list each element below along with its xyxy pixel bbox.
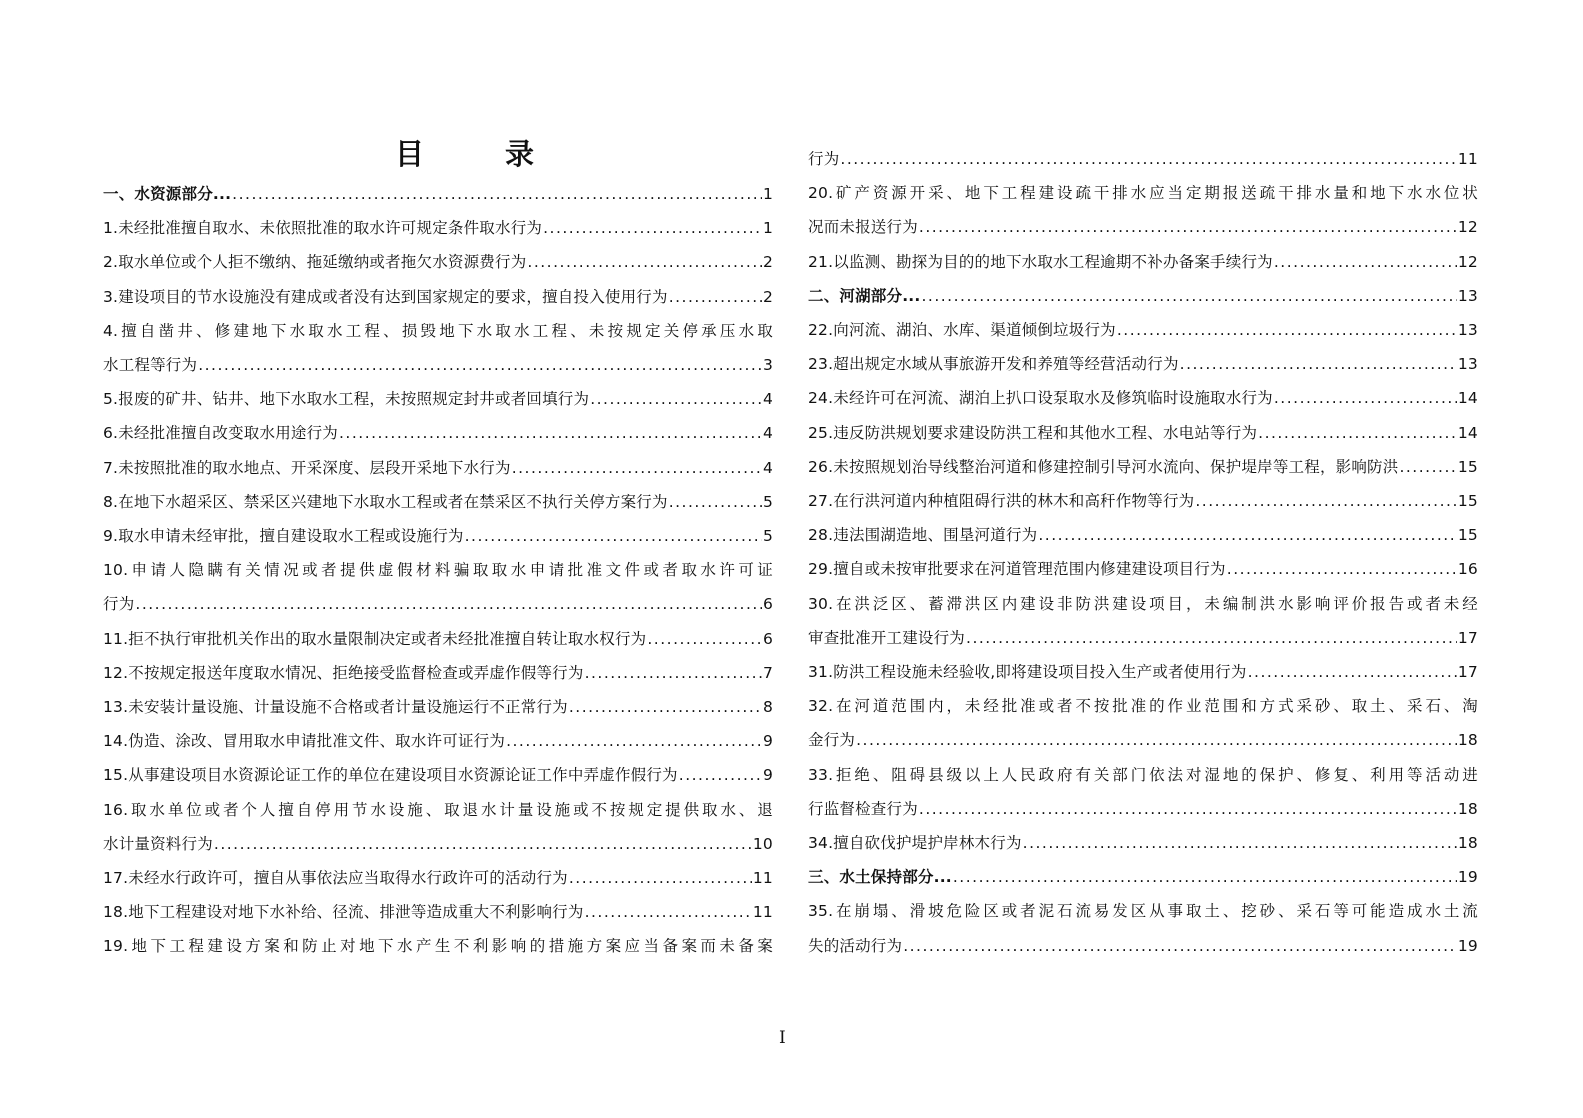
dot-leader (679, 758, 762, 792)
dot-leader (669, 485, 762, 519)
toc-entry (808, 142, 1478, 176)
dot-leader (1274, 381, 1457, 415)
toc-entry (103, 245, 773, 279)
toc-entry-text: 34.擅自砍伐护堤护岸林木行为 (808, 834, 1022, 852)
toc-entry (103, 929, 773, 963)
toc-entry-text: 15.从事建设项目水资源论证工作的单位在建设项目水资源论证工作中弄虚作假行为 (103, 766, 678, 785)
dot-leader (1180, 347, 1457, 381)
dot-leader (527, 245, 762, 279)
toc-entry (103, 485, 773, 519)
toc-entry (808, 484, 1478, 518)
toc-page-number: 13 (1457, 321, 1478, 339)
toc-entry (103, 451, 773, 485)
toc-section-heading (808, 860, 1478, 894)
toc-page-number: 18 (1457, 799, 1478, 818)
toc-entry-text: 14.伪造、涂改、冒用取水申请批准文件、取水许可证行为 (103, 732, 506, 751)
toc-entry (103, 314, 773, 382)
toc-entry-text: 26.未按照规划治导线整治河道和修建控制引导河水流向、保护堤岸等工程，影响防洪 (808, 457, 1399, 476)
toc-entry (103, 553, 773, 621)
toc-entry-text: 7.未按照批准的取水地点、开采深度、层段开采地下水行为 (103, 458, 511, 477)
toc-page-number: 2 (762, 287, 773, 306)
toc-entry-text: 三、水土保持部分... (808, 868, 952, 887)
dot-leader (1038, 518, 1457, 552)
toc-entry-text: 32.在河道范围内，未经批准或者不按批准的作业范围和方式采砂、取土、采石、淘 (808, 697, 1478, 716)
dot-leader (1227, 552, 1457, 586)
toc-entry (808, 826, 1478, 860)
toc-entry-text: 27.在行洪河道内种植阻碍行洪的林木和高秆作物等行为 (808, 492, 1195, 510)
toc-entry (808, 894, 1478, 962)
toc-entry-text: 31.防洪工程设施未经验收,即将建设项目投入生产或者使用行为 (808, 663, 1247, 681)
toc-page-number: 15 (1457, 526, 1478, 545)
dot-leader (856, 723, 1457, 757)
toc-page-number: 11 (752, 869, 773, 887)
dot-leader (585, 656, 762, 690)
toc-entry-text: 6.未经批准擅自改变取水用途行为 (103, 424, 338, 443)
toc-entry-text: 行为 (808, 150, 840, 168)
toc-entry-text: 28.违法围湖造地、围垦河道行为 (808, 526, 1038, 545)
dot-leader (903, 929, 1457, 963)
dot-leader (339, 416, 762, 450)
toc-page-number: 6 (762, 629, 773, 648)
toc-entry (808, 689, 1478, 757)
toc-entry-text: 二、河湖部分... (808, 286, 921, 305)
dot-leader (1258, 416, 1457, 450)
toc-entry (103, 280, 773, 314)
dot-leader (1274, 245, 1457, 279)
toc-entry-text: 29.擅自或未按审批要求在河道管理范围内修建建设项目行为 (808, 560, 1226, 579)
toc-page-number: 6 (762, 595, 773, 614)
dot-leader (135, 587, 762, 621)
toc-entry-text: 20.矿产资源开采、地下工程建设疏干排水应当定期报送疏干排水量和地下水水位状 (808, 184, 1478, 203)
toc-entry-text: 21.以监测、勘探为目的的地下水取水工程逾期不补办备案手续行为 (808, 252, 1273, 271)
toc-entry-text: 19.地下工程建设方案和防止对地下水产生不利影响的措施方案应当备案而未备案 (103, 937, 773, 956)
toc-page-number: 8 (762, 698, 773, 716)
toc-page-number: 18 (1457, 731, 1478, 750)
dot-leader (1399, 450, 1456, 484)
dot-leader (966, 621, 1457, 655)
toc-entry (103, 861, 773, 895)
dot-leader (569, 690, 762, 724)
toc-entry (103, 416, 773, 450)
toc-entry (808, 381, 1478, 415)
toc-page-number: 4 (762, 424, 773, 443)
dot-leader (590, 382, 762, 416)
toc-entry-text: 失的活动行为 (808, 936, 903, 955)
toc-page-number: 3 (762, 356, 773, 374)
toc-entry-text: 3.建设项目的节水设施没有建成或者没有达到国家规定的要求，擅自投入使用行为 (103, 287, 668, 306)
toc-entry (808, 347, 1478, 381)
toc-entry (808, 245, 1478, 279)
toc-entry-text: 水计量资料行为 (103, 834, 213, 853)
toc-page-number: 13 (1457, 355, 1478, 374)
toc-page-number: 10 (752, 834, 773, 853)
toc-entry-text: 12.不按规定报送年度取水情况、拒绝接受监督检查或弄虚作假等行为 (103, 663, 584, 682)
dot-leader (465, 519, 762, 553)
toc-page-number: 5 (762, 527, 773, 545)
toc-entry (808, 450, 1478, 484)
dot-leader (1117, 313, 1457, 347)
page-number: I (779, 1028, 786, 1048)
toc-entry-text: 4.擅自凿井、修建地下水取水工程、损毁地下水取水工程、未按规定关停承压水取 (103, 321, 773, 340)
toc-entry (103, 690, 773, 724)
dot-leader (232, 177, 762, 211)
toc-section-heading (808, 279, 1478, 313)
toc-page-number: 18 (1457, 834, 1478, 852)
toc-entry (103, 519, 773, 553)
toc-entry (808, 416, 1478, 450)
toc-page-number: 9 (762, 732, 773, 751)
toc-entry-text: 行为 (103, 595, 135, 614)
toc-entry-text: 24.未经许可在河流、湖泊上扒口设泵取水及修筑临时设施取水行为 (808, 389, 1273, 408)
toc-entry (103, 758, 773, 792)
toc-entry (808, 313, 1478, 347)
toc-entry-text: 11.拒不执行审批机关作出的取水量限制决定或者未经批准擅自转让取水权行为 (103, 629, 647, 648)
toc-entry-text: 22.向河流、湖泊、水库、渠道倾倒垃圾行为 (808, 321, 1116, 339)
dot-leader (506, 724, 762, 758)
toc-entry-text: 金行为 (808, 731, 856, 750)
toc-entry (103, 656, 773, 690)
toc-entry-text: 水工程等行为 (103, 356, 198, 374)
toc-entry (808, 655, 1478, 689)
toc-page-number: 4 (762, 390, 773, 409)
dot-leader (543, 211, 762, 245)
toc-entry (808, 552, 1478, 586)
toc-page-number: 1 (762, 185, 773, 203)
dot-leader (569, 861, 752, 895)
toc-page-number: 15 (1457, 457, 1478, 476)
toc-title: 目 录 (395, 137, 561, 171)
toc-entry (103, 382, 773, 416)
toc-entry-text: 审查批准开工建设行为 (808, 628, 966, 647)
toc-entry-text: 16.取水单位或者个人擅自停用节水设施、取退水计量设施或不按规定提供取水、退 (103, 800, 773, 819)
toc-page-number: 16 (1457, 560, 1478, 579)
dot-leader (198, 348, 762, 382)
dot-leader (512, 451, 762, 485)
toc-entry-text: 33.拒绝、阻碍县级以上人民政府有关部门依法对湿地的保护、修复、利用等活动进 (808, 765, 1478, 784)
toc-page-number: 11 (752, 903, 773, 922)
toc-entry-text: 13.未安装计量设施、计量设施不合格或者计量设施运行不正常行为 (103, 698, 568, 716)
toc-page-number: 1 (762, 219, 773, 238)
dot-leader (919, 210, 1457, 244)
toc-entry-text: 35.在崩塌、滑坡危险区或者泥石流易发区从事取土、挖砂、采石等可能造成水土流 (808, 902, 1478, 921)
toc-entry-text: 9.取水申请未经审批，擅自建设取水工程或设施行为 (103, 527, 464, 545)
toc-entry-text: 30.在洪泛区、蓄滞洪区内建设非防洪建设项目，未编制洪水影响评价报告或者未经 (808, 594, 1478, 613)
toc-page-number: 2 (762, 253, 773, 272)
dot-leader (921, 279, 1456, 313)
toc-entry-text: 况而未报送行为 (808, 218, 918, 237)
toc-page-number: 19 (1457, 936, 1478, 955)
toc-entry-text: 1.未经批准擅自取水、未依照批准的取水许可规定条件取水行为 (103, 219, 543, 238)
toc-entry (103, 724, 773, 758)
toc-entry (103, 211, 773, 245)
toc-entry-text: 行监督检查行为 (808, 799, 918, 818)
toc-entry (808, 518, 1478, 552)
dot-leader (669, 280, 762, 314)
dot-leader (1248, 655, 1457, 689)
toc-entry (103, 895, 773, 929)
toc-page-number: 15 (1457, 492, 1478, 510)
toc-entry-text: 18.地下工程建设对地下水补给、径流、排泄等造成重大不利影响行为 (103, 903, 584, 922)
toc-entry (808, 176, 1478, 244)
toc-section-heading (103, 177, 773, 211)
toc-entry-text: 23.超出规定水域从事旅游开发和养殖等经营活动行为 (808, 355, 1179, 374)
dot-leader (1195, 484, 1457, 518)
dot-leader (1023, 826, 1457, 860)
toc-entry-text: 2.取水单位或个人拒不缴纳、拖延缴纳或者拖欠水资源费行为 (103, 253, 527, 272)
toc-page-number: 17 (1457, 628, 1478, 647)
toc-page-number: 11 (1457, 150, 1478, 168)
toc-entry-text: 17.未经水行政许可，擅自从事依法应当取得水行政许可的活动行为 (103, 869, 568, 887)
toc-entry-text: 5.报废的矿井、钻井、地下水取水工程，未按照规定封井或者回填行为 (103, 390, 590, 409)
toc-page-number: 19 (1457, 868, 1478, 887)
dot-leader (840, 142, 1456, 176)
toc-entry-text: 10.申请人隐瞒有关情况或者提供虚假材料骗取取水申请批准文件或者取水许可证 (103, 561, 773, 580)
toc-page-number: 12 (1457, 252, 1478, 271)
dot-leader (953, 860, 1457, 894)
toc-entry (103, 622, 773, 656)
toc-entry (808, 758, 1478, 826)
toc-entry-text: 25.违反防洪规划要求建设防洪工程和其他水工程、水电站等行为 (808, 423, 1258, 442)
toc-page-number: 5 (762, 492, 773, 511)
toc-page-number: 4 (762, 458, 773, 477)
dot-leader (214, 827, 752, 861)
toc-page-number: 7 (762, 663, 773, 682)
toc-entry (103, 793, 773, 861)
toc-page-number: 12 (1457, 218, 1478, 237)
toc-page-number: 13 (1457, 286, 1478, 305)
dot-leader (585, 895, 752, 929)
toc-entry-text: 一、水资源部分... (103, 185, 232, 203)
toc-entry-text: 8.在地下水超采区、禁采区兴建地下水取水工程或者在禁采区不执行关停方案行为 (103, 492, 668, 511)
dot-leader (919, 792, 1457, 826)
toc-page-number: 14 (1457, 423, 1478, 442)
toc-page-number: 9 (762, 766, 773, 785)
dot-leader (647, 622, 762, 656)
toc-entry (808, 587, 1478, 655)
toc-page-number: 17 (1457, 663, 1478, 681)
toc-page-number: 14 (1457, 389, 1478, 408)
